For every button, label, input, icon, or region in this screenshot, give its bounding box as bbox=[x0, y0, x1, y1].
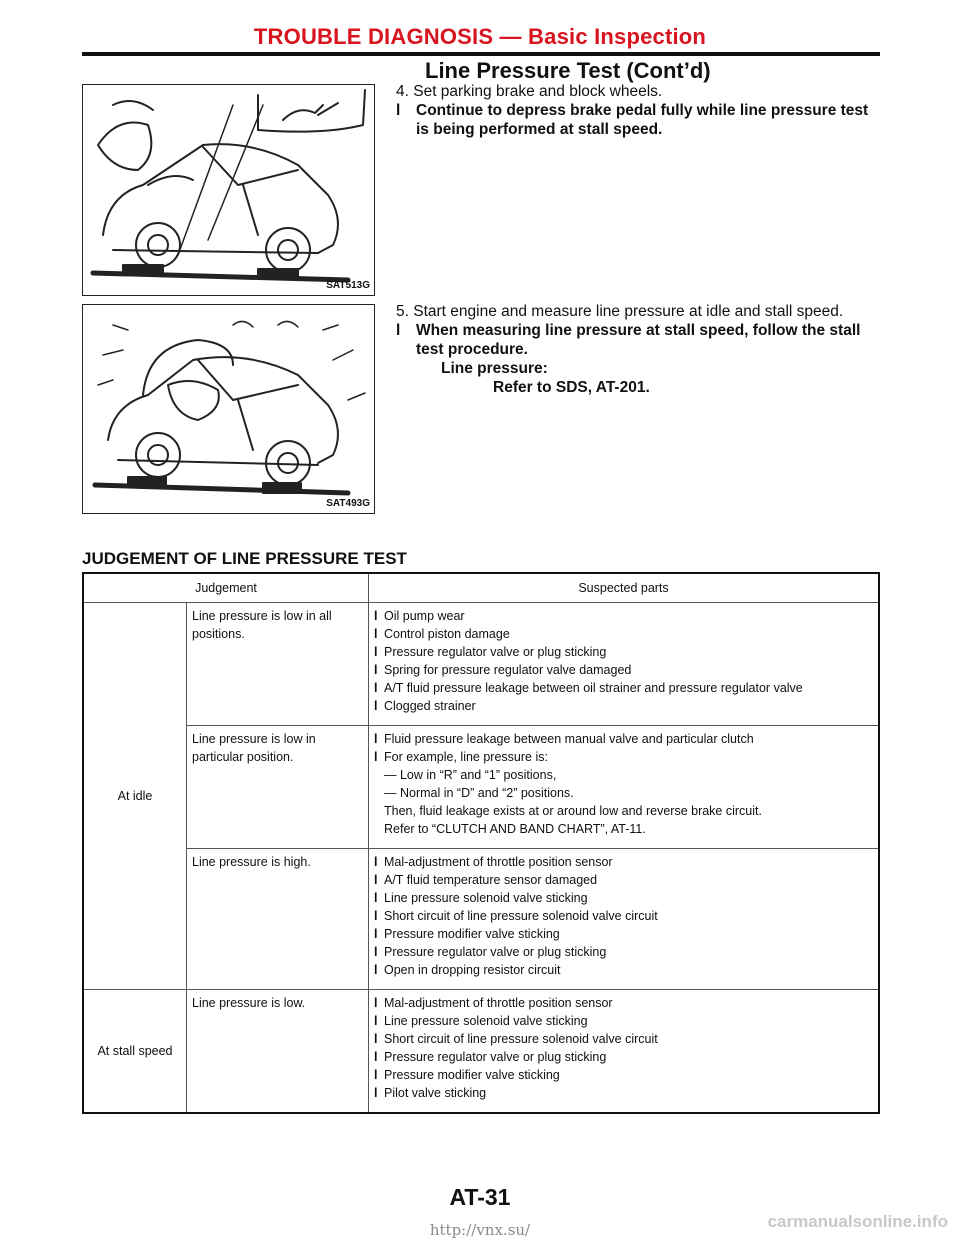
section-header: TROUBLE DIAGNOSIS — Basic Inspection bbox=[253, 24, 707, 49]
figure-brake-pedal bbox=[82, 84, 375, 296]
figure-engine-running bbox=[82, 304, 375, 514]
table-header-row bbox=[83, 573, 879, 603]
spec-label: Line pressure: bbox=[441, 360, 548, 377]
list-subitem: — Normal in “D” and “2” positions. bbox=[384, 786, 574, 800]
part-text: Control piston damage bbox=[384, 627, 510, 641]
part-text: Pilot valve sticking bbox=[384, 1086, 487, 1100]
list-item bbox=[374, 730, 874, 748]
bullet-icon: l bbox=[374, 996, 378, 1010]
parts-cell bbox=[369, 849, 880, 990]
figure-code: SAT493G bbox=[326, 498, 370, 509]
status-cell: Line pressure is low in particular position. bbox=[187, 726, 369, 849]
bullet-icon: l bbox=[374, 927, 378, 941]
list-item bbox=[374, 961, 874, 979]
part-text: Pressure modifier valve sticking bbox=[384, 1068, 560, 1082]
bullet-icon: l bbox=[374, 609, 378, 623]
part-text: A/T fluid temperature sensor damaged bbox=[384, 873, 598, 887]
watermark: carmanualsonline.info bbox=[767, 1212, 948, 1231]
judgement-table bbox=[82, 572, 880, 1114]
parts-cell bbox=[369, 726, 880, 849]
part-text: Pressure regulator valve or plug sticking bbox=[384, 645, 607, 659]
bullet-icon: l bbox=[374, 750, 378, 764]
bullet-icon: l bbox=[374, 627, 378, 641]
part-text: Line pressure solenoid valve sticking bbox=[384, 1014, 588, 1028]
table-row bbox=[83, 603, 879, 726]
part-text: Pressure modifier valve sticking bbox=[384, 927, 560, 941]
spec-value: Refer to SDS, AT-201. bbox=[493, 379, 650, 396]
part-text: Pressure regulator valve or plug sticking bbox=[384, 1050, 607, 1064]
condition-cell: At stall speed bbox=[83, 990, 187, 1114]
part-text: A/T fluid pressure leakage between oil strainer and pressure regulator valve bbox=[384, 681, 803, 695]
car-engine-running-illustration bbox=[83, 305, 374, 513]
part-text: For example, line pressure is: bbox=[384, 750, 548, 764]
bullet-icon: l bbox=[374, 645, 378, 659]
list-item bbox=[374, 643, 874, 661]
list-item bbox=[374, 1066, 874, 1084]
table-row bbox=[83, 990, 879, 1114]
part-text: Open in dropping resistor circuit bbox=[384, 963, 561, 977]
list-item bbox=[374, 679, 874, 697]
step-5-bullet bbox=[396, 321, 880, 359]
list-subitem: — Low in “R” and “1” positions, bbox=[384, 768, 557, 782]
list-item bbox=[374, 1048, 874, 1066]
parts-cell bbox=[369, 603, 880, 726]
part-text: Oil pump wear bbox=[384, 609, 465, 623]
list-subitem: Refer to “CLUTCH AND BAND CHART”, AT-11. bbox=[384, 822, 646, 836]
parts-cell bbox=[369, 990, 880, 1114]
page-subtitle: Line Pressure Test (Cont’d) bbox=[425, 58, 711, 83]
bullet-icon: l bbox=[374, 1014, 378, 1028]
bullet-icon: l bbox=[374, 681, 378, 695]
bullet-icon: l bbox=[374, 891, 378, 905]
list-item bbox=[374, 625, 874, 643]
bullet-icon: l bbox=[374, 909, 378, 923]
bullet-icon: l bbox=[374, 855, 378, 869]
step-5-text: 5. Start engine and measure line pressure at idle and stall speed. bbox=[396, 303, 844, 320]
figure-code: SAT513G bbox=[326, 280, 370, 291]
bullet-icon: l bbox=[374, 699, 378, 713]
status-cell: Line pressure is high. bbox=[187, 849, 369, 990]
list-item bbox=[374, 607, 874, 625]
page-number: AT-31 bbox=[449, 1184, 511, 1210]
bullet-icon: l bbox=[374, 945, 378, 959]
step-5 bbox=[396, 302, 880, 397]
part-text: Mal-adjustment of throttle position sensor bbox=[384, 996, 613, 1010]
list-item bbox=[374, 871, 874, 889]
list-subitem: Then, fluid leakage exists at or around low and reverse brake circuit. bbox=[384, 804, 762, 818]
part-text: Mal-adjustment of throttle position sensor bbox=[384, 855, 613, 869]
step-5-bullet-text: When measuring line pressure at stall speed, follow the stall test procedure. bbox=[416, 322, 861, 358]
step-4 bbox=[396, 82, 880, 139]
bullet-icon: l bbox=[374, 1068, 378, 1082]
table-row bbox=[83, 726, 879, 849]
condition-cell: At idle bbox=[83, 603, 187, 990]
list-item bbox=[374, 853, 874, 871]
bullet-icon: l bbox=[374, 1032, 378, 1046]
bullet-icon: l bbox=[374, 732, 378, 746]
list-item bbox=[374, 661, 874, 679]
part-text: Line pressure solenoid valve sticking bbox=[384, 891, 588, 905]
list-item bbox=[374, 697, 874, 715]
table-row bbox=[83, 849, 879, 990]
bullet-icon: l bbox=[396, 322, 401, 339]
bullet-icon: l bbox=[374, 963, 378, 977]
step-4-bullet bbox=[396, 101, 880, 139]
bullet-icon: l bbox=[374, 1050, 378, 1064]
status-cell: Line pressure is low in all positions. bbox=[187, 603, 369, 726]
list-item bbox=[374, 748, 874, 766]
bullet-icon: l bbox=[374, 663, 378, 677]
column-header-suspected-parts: Suspected parts bbox=[369, 573, 880, 603]
list-item bbox=[374, 943, 874, 961]
step-4-text: 4. Set parking brake and block wheels. bbox=[396, 83, 663, 100]
list-item bbox=[374, 907, 874, 925]
footer-link[interactable]: http://vnx.su/ bbox=[429, 1221, 531, 1239]
part-text: Spring for pressure regulator valve damaged bbox=[384, 663, 632, 677]
part-text: Short circuit of line pressure solenoid valve circuit bbox=[384, 909, 658, 923]
status-cell: Line pressure is low. bbox=[187, 990, 369, 1114]
list-item bbox=[374, 889, 874, 907]
list-item bbox=[374, 994, 874, 1012]
list-item bbox=[374, 1030, 874, 1048]
part-text: Fluid pressure leakage between manual valve and particular clutch bbox=[384, 732, 754, 746]
step-4-bullet-text: Continue to depress brake pedal fully while line pressure test is being performed at stall speed. bbox=[416, 102, 869, 138]
part-text: Clogged strainer bbox=[384, 699, 476, 713]
car-brake-pedal-illustration bbox=[83, 85, 374, 295]
bullet-icon: l bbox=[396, 102, 401, 119]
column-header-judgement: Judgement bbox=[83, 573, 369, 603]
list-item bbox=[374, 1084, 874, 1102]
list-item bbox=[374, 1012, 874, 1030]
section-title: JUDGEMENT OF LINE PRESSURE TEST bbox=[82, 549, 407, 568]
part-text: Short circuit of line pressure solenoid valve circuit bbox=[384, 1032, 658, 1046]
bullet-icon: l bbox=[374, 1086, 378, 1100]
part-text: Pressure regulator valve or plug sticking bbox=[384, 945, 607, 959]
list-item bbox=[374, 925, 874, 943]
header-rule bbox=[82, 52, 880, 56]
bullet-icon: l bbox=[374, 873, 378, 887]
